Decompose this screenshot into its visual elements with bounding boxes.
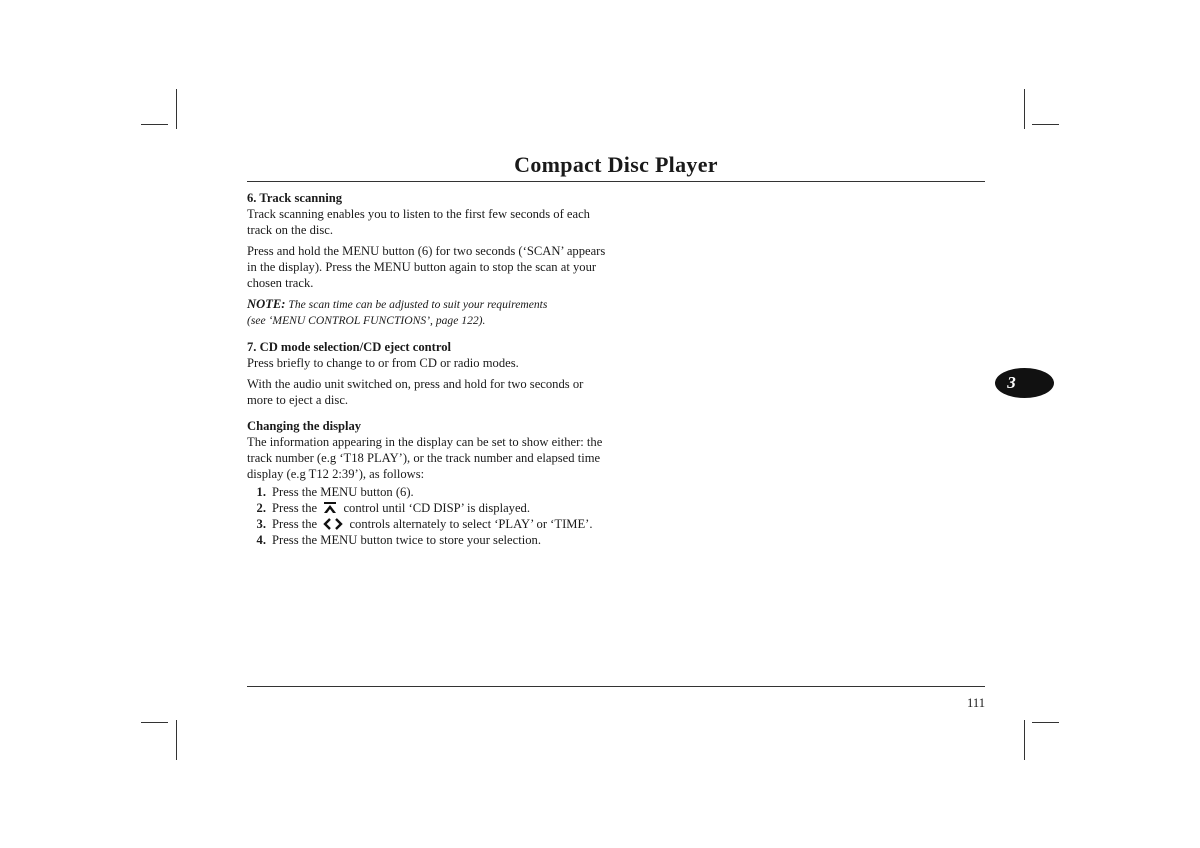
section-heading: 7. CD mode selection/CD eject control (247, 340, 452, 354)
steps-list (247, 484, 607, 548)
crop-mark (1024, 720, 1025, 760)
step-number: 3. (256, 517, 266, 531)
note-text: (see ‘MENU CONTROL FUNCTIONS’, page 122). (247, 314, 486, 327)
note-text: The scan time can be adjusted to suit your requirements (288, 298, 548, 311)
paragraph: The information appearing in the display can be set to show either: the track number (e.g ‘T18 PLAY’), or the track number and elapsed time display (e.g T12 2:39’), as follows: (247, 435, 603, 481)
paragraph: With the audio unit switched on, press and hold for two seconds or more to eject a disc. (247, 377, 584, 407)
step-number: 1. (256, 485, 266, 499)
section-track-scanning (247, 190, 607, 329)
footer-rule (247, 686, 985, 687)
list-item (247, 500, 607, 516)
left-right-arrows-icon (323, 518, 343, 530)
section-heading: 6. Track scanning (247, 191, 343, 205)
step-number: 2. (256, 501, 266, 515)
paragraph: Press briefly to change to or from CD or radio modes. (247, 356, 519, 370)
list-item (247, 532, 607, 548)
section-cd-mode (247, 339, 607, 408)
crop-mark (1032, 124, 1059, 125)
crop-mark (1032, 722, 1059, 723)
content-column (247, 190, 607, 558)
list-item (247, 516, 607, 532)
step-text: Press the MENU button twice to store your selection. (272, 533, 541, 547)
crop-mark (141, 722, 168, 723)
step-text: controls alternately to select ‘PLAY’ or ‘TIME’. (349, 517, 593, 531)
crop-mark (176, 720, 177, 760)
step-text: control until ‘CD DISP’ is displayed. (343, 501, 531, 515)
list-item (247, 484, 607, 500)
paragraph: Track scanning enables you to listen to the first few seconds of each track on the disc. (247, 207, 590, 237)
header-rule (247, 181, 985, 182)
step-text: Press the (272, 517, 318, 531)
paragraph: Press and hold the MENU button (6) for two seconds (‘SCAN’ appears in the display). Press the MENU button again to stop the scan at your chosen track. (247, 244, 606, 290)
step-text: Press the MENU button (6). (272, 485, 414, 499)
eject-up-icon (323, 502, 337, 514)
step-number: 4. (256, 533, 266, 547)
note (247, 296, 607, 329)
section-heading: Changing the display (247, 419, 362, 433)
crop-mark (141, 124, 168, 125)
note-label: NOTE: (247, 297, 286, 311)
section-changing-display (247, 418, 607, 548)
page-number: 111 (967, 696, 985, 710)
page-title: Compact Disc Player (514, 152, 718, 177)
crop-mark (1024, 89, 1025, 129)
chapter-tab: 3 (995, 368, 1054, 398)
step-text: Press the (272, 501, 318, 515)
crop-mark (176, 89, 177, 129)
